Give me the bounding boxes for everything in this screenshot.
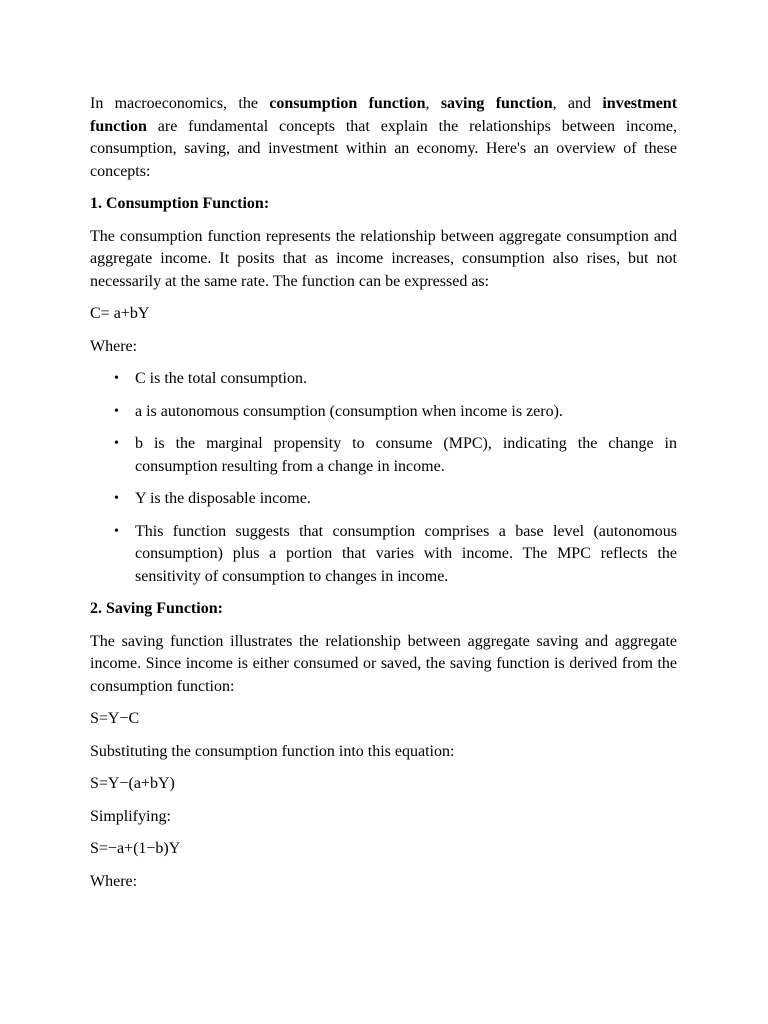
consumption-definitions-list bbox=[90, 368, 677, 588]
section-heading-saving: 2. Saving Function: bbox=[90, 600, 223, 617]
bullet-icon: • bbox=[114, 371, 119, 386]
saving-formula-1: S=Y−C bbox=[90, 710, 140, 727]
intro-text: are fundamental concepts that explain the relationships between income, consumption, saving, and investment within an economy. Here's an overview of these concepts: bbox=[90, 117, 677, 180]
document-page bbox=[90, 93, 677, 903]
substituting-text: Substituting the consumption function into this equation: bbox=[90, 742, 455, 760]
list-item-text: a is autonomous consumption (consumption when income is zero). bbox=[135, 402, 563, 420]
where-label: Where: bbox=[90, 872, 138, 890]
intro-text: , bbox=[425, 95, 441, 112]
list-item bbox=[114, 488, 677, 511]
bullet-icon: • bbox=[114, 403, 119, 419]
simplifying-text: Simplifying: bbox=[90, 807, 171, 825]
intro-paragraph bbox=[90, 93, 677, 183]
consumption-formula: C= a+bY bbox=[90, 305, 150, 322]
consumption-paragraph: The consumption function represents the relationship between aggregate consumption and aggregate income. It posits that as income increases, consumption also rises, but not necessarily at the same rate. The function can be expressed as: bbox=[90, 227, 677, 290]
list-item bbox=[114, 368, 677, 391]
list-item bbox=[114, 521, 677, 589]
list-item-text: Y is the disposable income. bbox=[135, 490, 311, 507]
intro-text: , and bbox=[552, 95, 603, 112]
term-saving-function: saving function bbox=[440, 95, 553, 112]
saving-paragraph: The saving function illustrates the relationship between aggregate saving and aggregate income. Since income is either consumed or saved, the saving function is derived from the consumption function: bbox=[90, 632, 677, 695]
term-investment-function: investment function bbox=[90, 95, 678, 135]
bullet-icon: • bbox=[114, 491, 119, 506]
list-item bbox=[114, 433, 677, 478]
bullet-icon: • bbox=[114, 436, 119, 451]
term-consumption-function: consumption function bbox=[269, 95, 426, 112]
list-item-text: b is the marginal propensity to consume (MPC), indicating the change in consumption resulting from a change in income. bbox=[135, 435, 677, 475]
where-label: Where: bbox=[90, 337, 138, 355]
list-item bbox=[114, 401, 677, 424]
bullet-icon: • bbox=[114, 523, 119, 539]
section-heading-consumption: 1. Consumption Function: bbox=[90, 195, 270, 212]
intro-text: In macroeconomics, the bbox=[90, 95, 270, 112]
list-item-text: This function suggests that consumption comprises a base level (autonomous consumption) plus a portion that varies with income. The MPC reflects the sensitivity of consumption to changes in income. bbox=[135, 522, 677, 585]
saving-formula-3: S=−a+(1−b)Y bbox=[90, 840, 181, 857]
list-item-text: C is the total consumption. bbox=[135, 370, 307, 387]
saving-formula-2: S=Y−(a+bY) bbox=[90, 775, 175, 792]
